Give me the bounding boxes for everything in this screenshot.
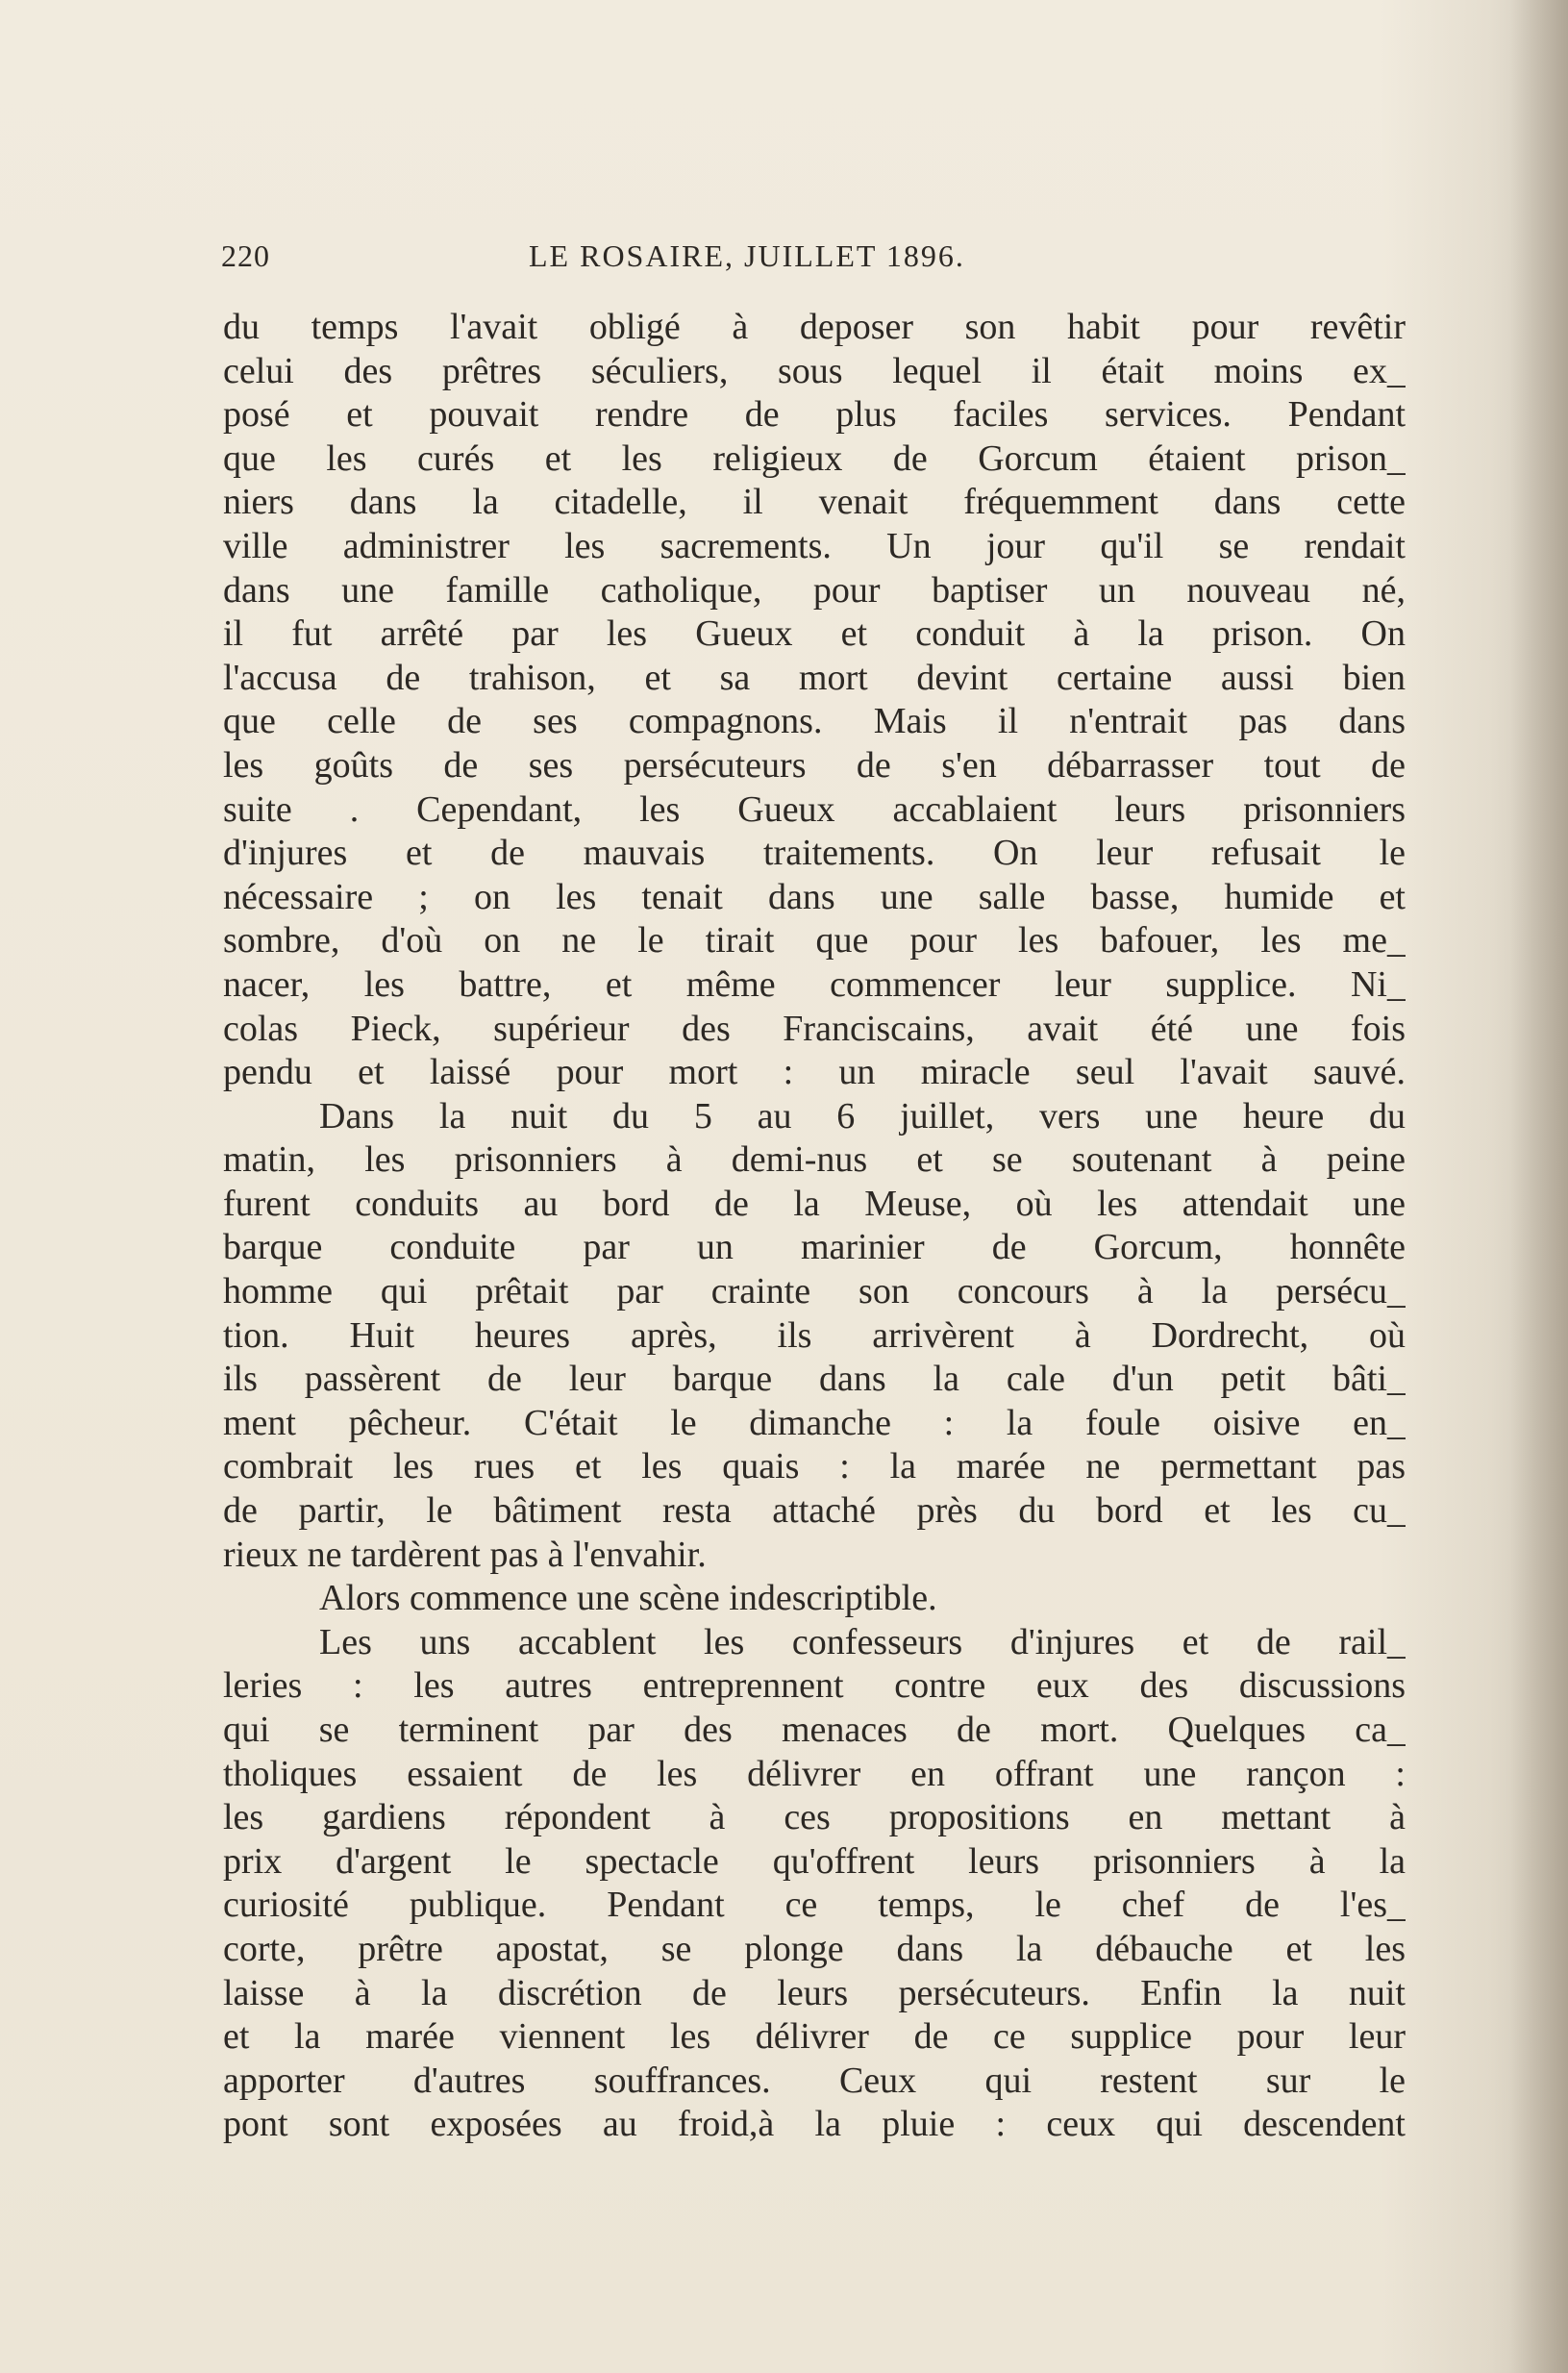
text-line: sombre, d'où on ne le tirait que pour les bafouer, les me_ [223,920,1406,962]
text-line: que les curés et les religieux de Gorcum étaient prison_ [223,437,1406,479]
text-line: tion. Huit heures après, ils arrivèrent à Dordrecht, où [223,1314,1406,1356]
text-line: barque conduite par un marinier de Gorcum, honnête [223,1227,1406,1268]
text-line: l'accusa de trahison, et sa mort devint certaine aussi bien [223,657,1406,698]
text-line: combrait les rues et les quais : la marée ne permettant pas [223,1446,1406,1487]
text-line: matin, les prisonniers à demi-nus et se soutenant à peine [223,1139,1406,1181]
text-line: les gardiens répondent à ces propositions en mettant à [223,1797,1406,1838]
text-line: colas Pieck, supérieur des Franciscains, avait été une fois [223,1008,1406,1049]
text-line: suite . Cependant, les Gueux accablaient leurs prisonniers [223,788,1406,830]
text-line: corte, prêtre apostat, se plonge dans la débauche et les [223,1928,1406,1969]
text-line: ils passèrent de leur barque dans la cale d'un petit bâti_ [223,1359,1406,1400]
text-line: posé et pouvait rendre de plus faciles services. Pendant [223,394,1406,436]
paragraph-single-line: Alors commence une scène indescriptible. [319,1578,937,1619]
text-line: furent conduits au bord de la Meuse, où les attendait une [223,1183,1406,1224]
text-line: d'injures et de mauvais traitements. On leur refusait le [223,833,1406,874]
text-line: que celle de ses compagnons. Mais il n'entrait pas dans [223,701,1406,742]
binding-shadow [1510,0,1568,2373]
page-number: 220 [221,238,270,273]
text-line: nécessaire ; on les tenait dans une salle basse, humide et [223,876,1406,917]
text-line: les goûts de ses persécuteurs de s'en débarrasser tout de [223,744,1406,786]
text-line: apporter d'autres souffrances. Ceux qui restent sur le [223,2060,1406,2101]
text-line: pendu et laissé pour mort : un miracle seul l'avait sauvé. [223,1052,1406,1093]
text-line: celui des prêtres séculiers, sous lequel il était moins ex_ [223,350,1406,391]
text-line: leries : les autres entreprennent contre eux des discussions [223,1665,1406,1707]
text-line: homme qui prêtait par crainte son concours à la persécu_ [223,1271,1406,1312]
text-line: qui se terminent par des menaces de mort. Quelques ca_ [223,1710,1406,1750]
text-line: ville administrer les sacrements. Un jour qu'il se rendait [223,525,1406,566]
paragraph-first-line: Dans la nuit du 5 au 6 juillet, vers une heure du [319,1095,1406,1137]
text-line: prix d'argent le spectacle qu'offrent leurs prisonniers à la [223,1840,1406,1882]
paragraph-first-line: Les uns accablent les confesseurs d'injures et de rail_ [319,1621,1406,1662]
text-line: nacer, les battre, et même commencer leur supplice. Ni_ [223,963,1406,1005]
running-head: LE ROSAIRE, JUILLET 1896. [529,238,965,273]
text-line: niers dans la citadelle, il venait fréquemment dans cette [223,482,1406,523]
text-line: de partir, le bâtiment resta attaché près du bord et les cu_ [223,1490,1406,1532]
text-line: ment pêcheur. C'était le dimanche : la foule oisive en_ [223,1402,1406,1443]
text-line: pont sont exposées au froid,à la pluie : ceux qui descendent [223,2104,1406,2145]
text-line: dans une famille catholique, pour baptiser un nouveau né, [223,569,1406,611]
body-text [223,306,1406,2147]
text-line: du temps l'avait obligé à deposer son habit pour revêtir [223,307,1406,347]
text-line: tholiques essaient de les délivrer en offrant une rançon : [223,1753,1406,1794]
text-line: curiosité publique. Pendant ce temps, le chef de l'es_ [223,1885,1406,1926]
page-header [221,238,1077,281]
text-line: et la marée viennent les délivrer de ce supplice pour leur [223,2016,1406,2058]
text-line: laisse à la discrétion de leurs persécuteurs. Enfin la nuit [223,1972,1406,2013]
paragraph-last-line: rieux ne tardèrent pas à l'envahir. [223,1534,707,1575]
text-line: il fut arrêté par les Gueux et conduit à la prison. On [223,613,1406,655]
